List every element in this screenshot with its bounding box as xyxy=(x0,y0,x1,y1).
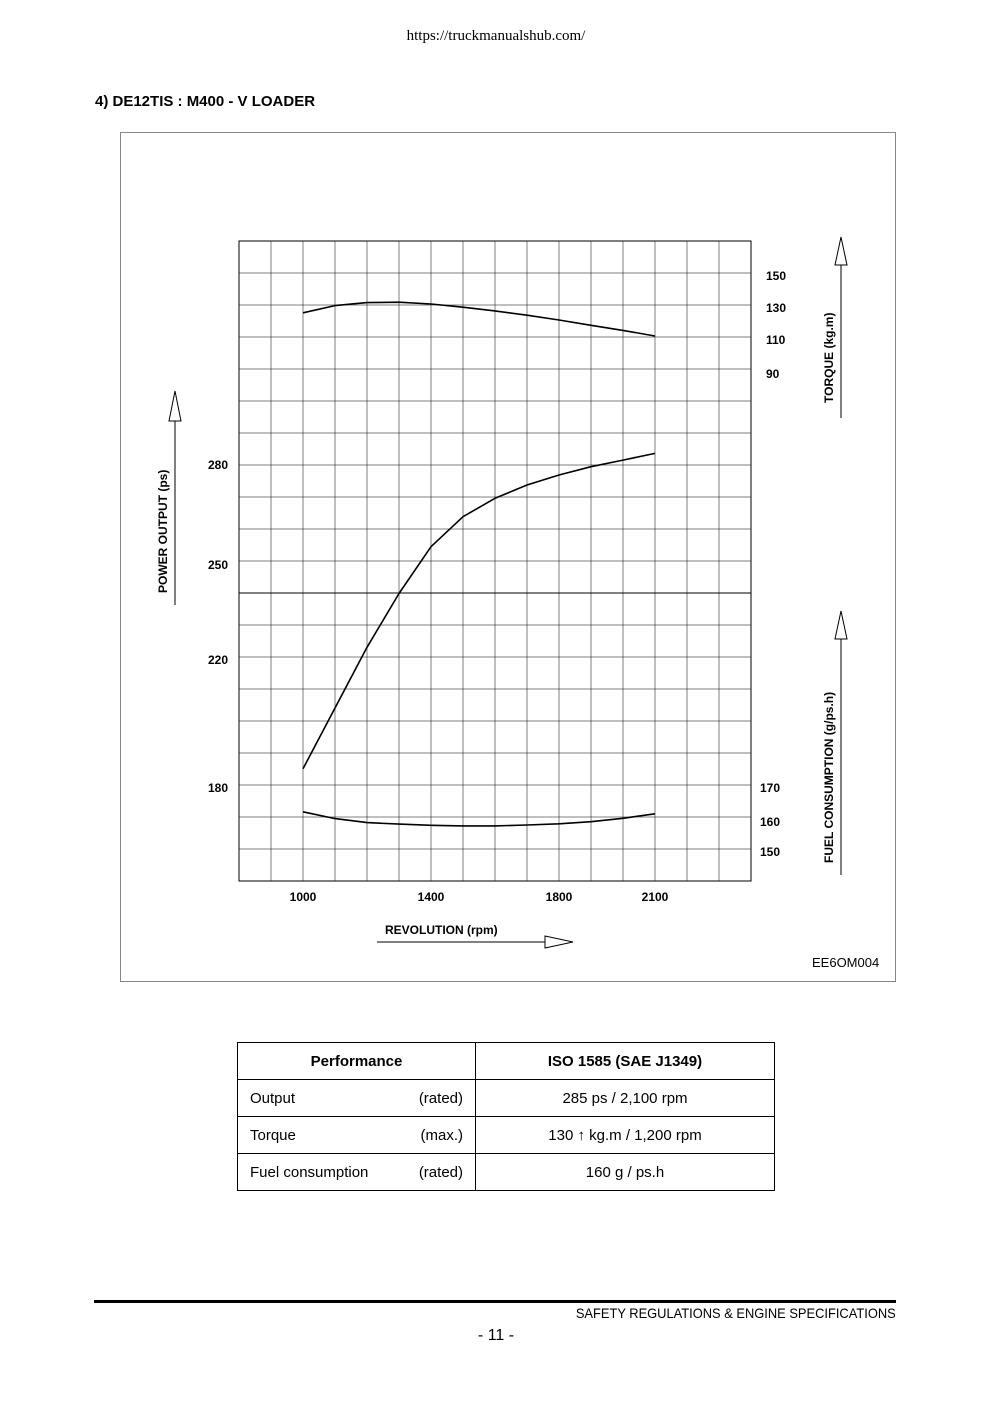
fuel-tick-label: 150 xyxy=(760,845,781,859)
x-axis-label: REVOLUTION (rpm) xyxy=(385,923,498,937)
source-url[interactable]: https://truckmanualshub.com/ xyxy=(406,28,586,44)
row-qualifier: (max.) xyxy=(420,1126,463,1144)
table-header-performance: Performance xyxy=(238,1043,476,1080)
power-tick-label: 220 xyxy=(207,653,228,667)
power-tick-label: 180 xyxy=(207,781,228,795)
table-cell-value: 285 ps / 2,100 rpm xyxy=(476,1080,775,1117)
table-cell-value: 130 ↑ kg.m / 1,200 rpm xyxy=(476,1117,775,1154)
fuel-curve xyxy=(303,812,655,826)
footer-section-name: SAFETY REGULATIONS & ENGINE SPECIFICATIONS xyxy=(576,1305,896,1321)
torque-axis-arrowhead xyxy=(835,237,847,265)
power-axis-label: POWER OUTPUT (ps) xyxy=(156,469,170,593)
figure-code: EE6OM004 xyxy=(812,955,880,970)
power-axis-arrowhead xyxy=(169,391,181,421)
table-cell-label xyxy=(238,1117,476,1154)
table-cell-value: 160 g / ps.h xyxy=(476,1154,775,1191)
table-header-standard: ISO 1585 (SAE J1349) xyxy=(476,1043,775,1080)
x-tick-label: 1000 xyxy=(289,890,317,904)
x-tick-label: 1800 xyxy=(545,890,573,904)
page-number: - 11 - xyxy=(477,1327,515,1344)
table-row-output xyxy=(238,1080,775,1117)
table-cell-label xyxy=(238,1080,476,1117)
section-title: 4) DE12TIS : M400 - V LOADER xyxy=(95,93,316,110)
power-tick-label: 250 xyxy=(207,558,228,572)
row-qualifier: (rated) xyxy=(418,1089,463,1107)
performance-table xyxy=(237,1042,775,1191)
torque-tick-label: 110 xyxy=(766,333,786,347)
fuel-axis-label: FUEL CONSUMPTION (g/ps.h) xyxy=(822,691,836,863)
row-label: Fuel consumption xyxy=(250,1163,369,1181)
fuel-axis-arrowhead xyxy=(835,611,847,639)
row-qualifier: (rated) xyxy=(418,1163,463,1181)
x-tick-label: 2100 xyxy=(641,890,669,904)
table-cell-label xyxy=(238,1154,476,1191)
torque-curve xyxy=(303,302,655,336)
fuel-tick-label: 170 xyxy=(760,781,781,795)
torque-tick-label: 130 xyxy=(766,301,787,315)
table-row-fuel xyxy=(238,1154,775,1191)
row-label: Torque xyxy=(250,1126,296,1144)
table-header-row xyxy=(238,1043,775,1080)
row-label: Output xyxy=(250,1089,296,1107)
footer-rule xyxy=(94,1300,896,1303)
engine-performance-figure xyxy=(120,132,896,982)
performance-chart xyxy=(121,133,897,983)
torque-axis-label: TORQUE (kg.m) xyxy=(822,312,836,403)
power-curve xyxy=(303,453,655,768)
chart-grid xyxy=(239,241,751,881)
torque-tick-label: 90 xyxy=(766,367,780,381)
x-tick-label: 1400 xyxy=(417,890,445,904)
table-row-torque xyxy=(238,1117,775,1154)
x-axis-arrowhead xyxy=(545,936,573,948)
torque-tick-label: 150 xyxy=(766,269,787,283)
power-tick-label: 280 xyxy=(207,458,228,472)
fuel-tick-label: 160 xyxy=(760,815,781,829)
